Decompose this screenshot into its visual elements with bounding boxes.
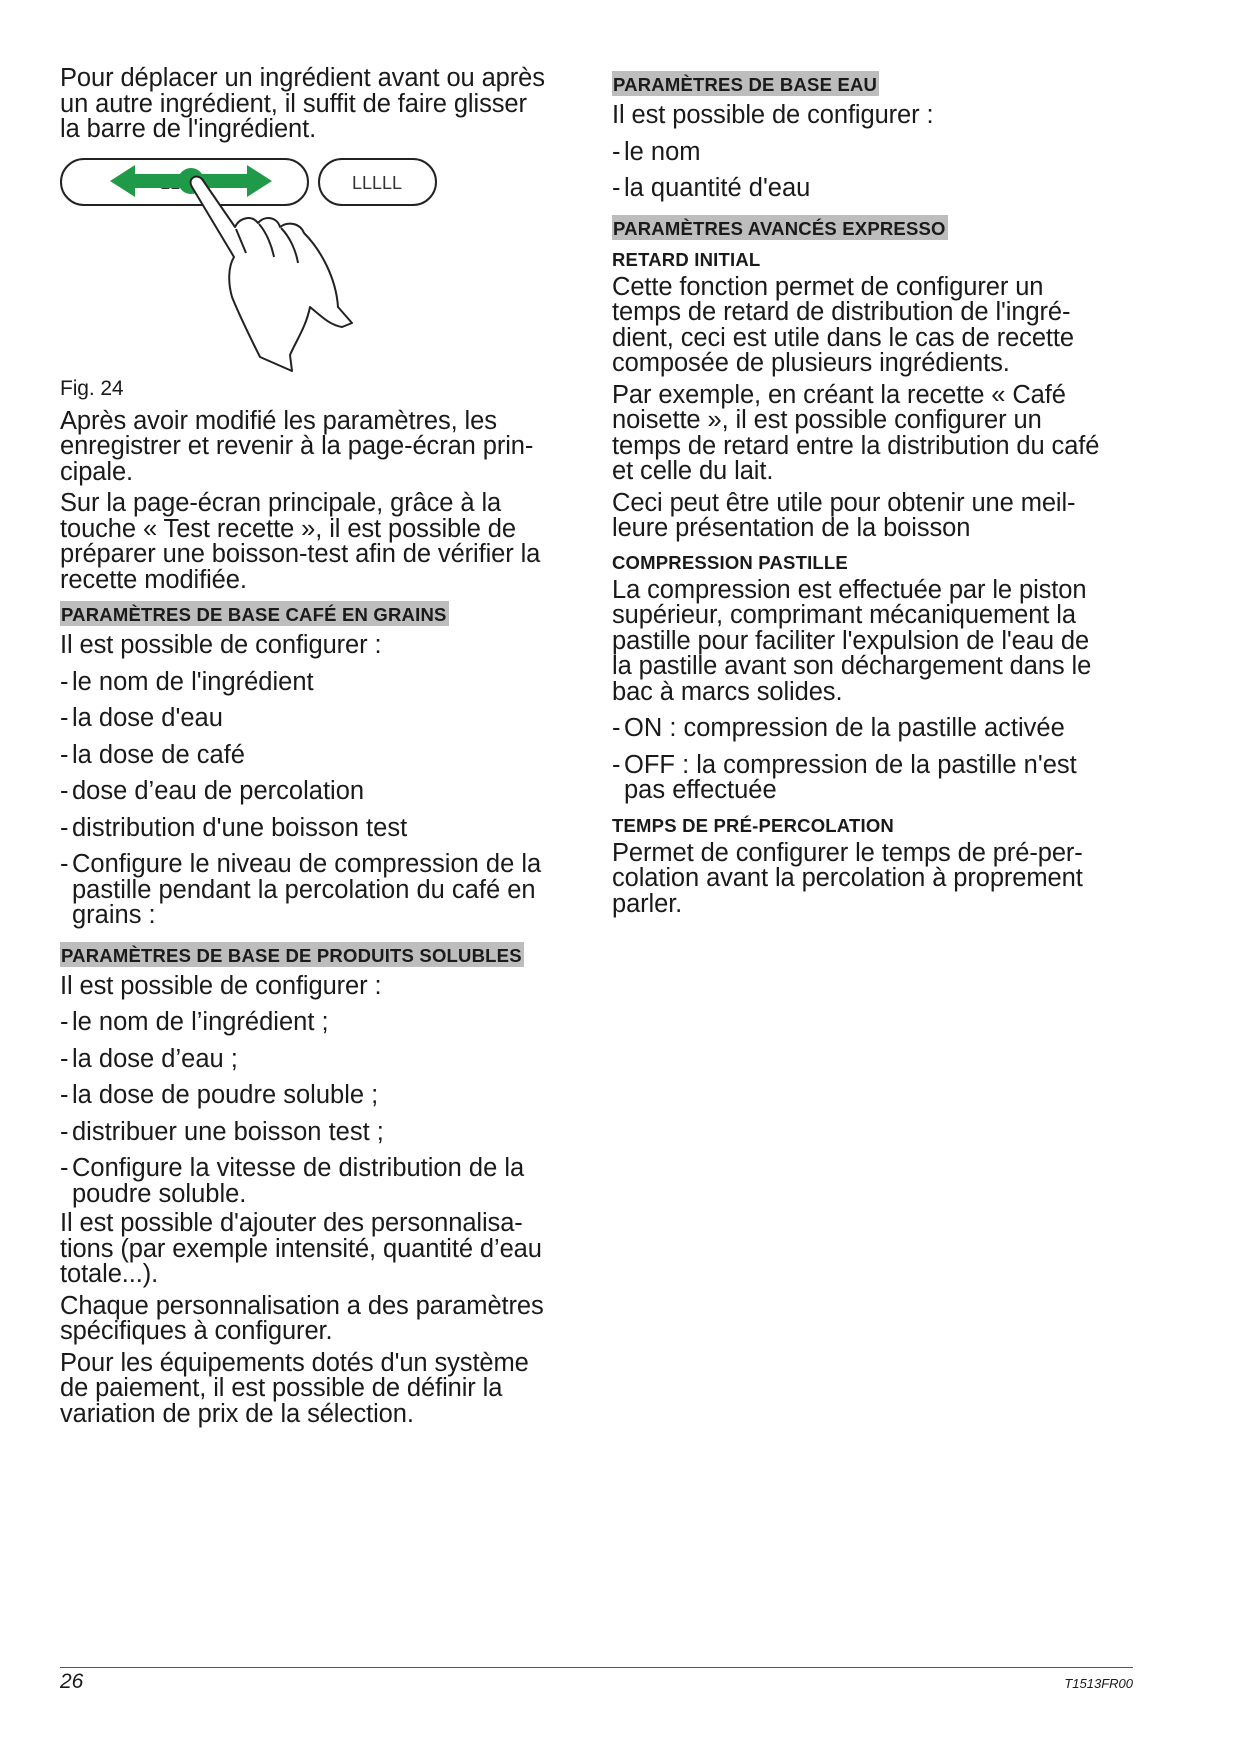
heading-cafe-grains: PARAMÈTRES DE BASE CAFÉ EN GRAINS bbox=[60, 601, 449, 626]
slide-gesture-illustration bbox=[60, 157, 580, 377]
grains-intro: Il est possible de configurer : bbox=[60, 631, 382, 659]
solubles-paragraph-1: Il est possible d'ajouter des personnalisa- tions (par exemple intensité, quantité d’eau totale...). bbox=[60, 1209, 542, 1288]
solubles-list bbox=[60, 1010, 580, 1207]
heading-base-eau: PARAMÈTRES DE BASE EAU bbox=[612, 71, 879, 96]
grains-list bbox=[60, 667, 580, 929]
list-item: - Configure le niveau de compression de la pastille pendant la percolation du café en grains : bbox=[60, 852, 580, 929]
page-number: 26 bbox=[60, 1670, 84, 1693]
eau-intro: Il est possible de configurer : bbox=[612, 101, 934, 129]
list-item: - la quantité d'eau bbox=[612, 176, 1132, 202]
list-item: - Configure la vitesse de distribution de la poudre soluble. bbox=[60, 1156, 580, 1207]
solubles-paragraph-3: Pour les équipements dotés d'un système de paiement, il est possible de définir la variation de prix de la sélection. bbox=[60, 1348, 529, 1428]
after-fig-paragraph-1: Après avoir modifié les paramètres, les enregistrer et revenir à la page-écran prin- cipale. bbox=[60, 406, 534, 486]
subheading-compression-pastille: COMPRESSION PASTILLE bbox=[612, 551, 848, 573]
document-code: T1513FR00 bbox=[1064, 1676, 1133, 1691]
left-column bbox=[60, 66, 580, 1433]
list-item: - la dose d’eau ; bbox=[60, 1047, 580, 1073]
after-fig-paragraph-2: Sur la page-écran principale, grâce à la touche « Test recette », il est possible de préparer une boisson-test afin de vérifier la recette modifiée. bbox=[60, 489, 541, 594]
heading-produits-solubles: PARAMÈTRES DE BASE DE PRODUITS SOLUBLES bbox=[60, 942, 524, 967]
list-item: - le nom bbox=[612, 140, 1132, 166]
list-item: - ON : compression de la pastille activée bbox=[612, 716, 1132, 742]
compression-list bbox=[612, 716, 1132, 804]
list-item: - le nom de l'ingrédient bbox=[60, 670, 580, 696]
retard-paragraph-3: Ceci peut être utile pour obtenir une meil- leure présentation de la boisson bbox=[612, 488, 1076, 542]
eau-list bbox=[612, 137, 1132, 202]
right-column bbox=[612, 66, 1132, 923]
subheading-retard-initial: RETARD INITIAL bbox=[612, 248, 761, 270]
retard-paragraph-1: Cette fonction permet de configurer un temps de retard de distribution de l'ingré- dient, ceci est utile dans le cas de recette composée de plusieurs ingrédients. bbox=[612, 272, 1074, 377]
list-item: - la dose de café bbox=[60, 743, 580, 769]
list-item: - distribuer une boisson test ; bbox=[60, 1120, 580, 1146]
solubles-intro: Il est possible de configurer : bbox=[60, 971, 382, 1000]
retard-paragraph-2: Par exemple, en créant la recette « Café noisette », il est possible configurer un temps de retard entre la distribution du café et celle du lait. bbox=[612, 380, 1100, 485]
figure-caption: Fig. 24 bbox=[60, 376, 124, 400]
heading-avances-expresso: PARAMÈTRES AVANCÉS EXPRESSO bbox=[612, 215, 948, 240]
list-item: - la dose d'eau bbox=[60, 706, 580, 732]
pre-percolation-paragraph: Permet de configurer le temps de pré-per- colation avant la percolation à proprement parler. bbox=[612, 838, 1083, 918]
footer-divider bbox=[60, 1667, 1133, 1668]
solubles-paragraph-2: Chaque personnalisation a des paramètres spécifiques à configurer. bbox=[60, 1291, 544, 1345]
subheading-pre-percolation: TEMPS DE PRÉ-PERCOLATION bbox=[612, 814, 894, 836]
list-item: - distribution d'une boisson test bbox=[60, 816, 580, 842]
list-item: - OFF : la compression de la pastille n'est pas effectuée bbox=[612, 753, 1132, 804]
list-item: - le nom de l’ingrédient ; bbox=[60, 1010, 580, 1036]
figure-24 bbox=[60, 157, 580, 377]
intro-paragraph: Pour déplacer un ingrédient avant ou après un autre ingrédient, il suffit de faire glisser la barre de l'ingrédient. bbox=[60, 64, 545, 143]
list-item: - dose d’eau de percolation bbox=[60, 779, 580, 805]
compression-paragraph: La compression est effectuée par le piston supérieur, comprimant mécaniquement la pastille pour faciliter l'expulsion de l'eau de la pastille avant son déchargement dans le bac à marcs solides. bbox=[612, 575, 1092, 706]
list-item: - la dose de poudre soluble ; bbox=[60, 1083, 580, 1109]
bar-right-label: LLLLL bbox=[351, 172, 403, 193]
